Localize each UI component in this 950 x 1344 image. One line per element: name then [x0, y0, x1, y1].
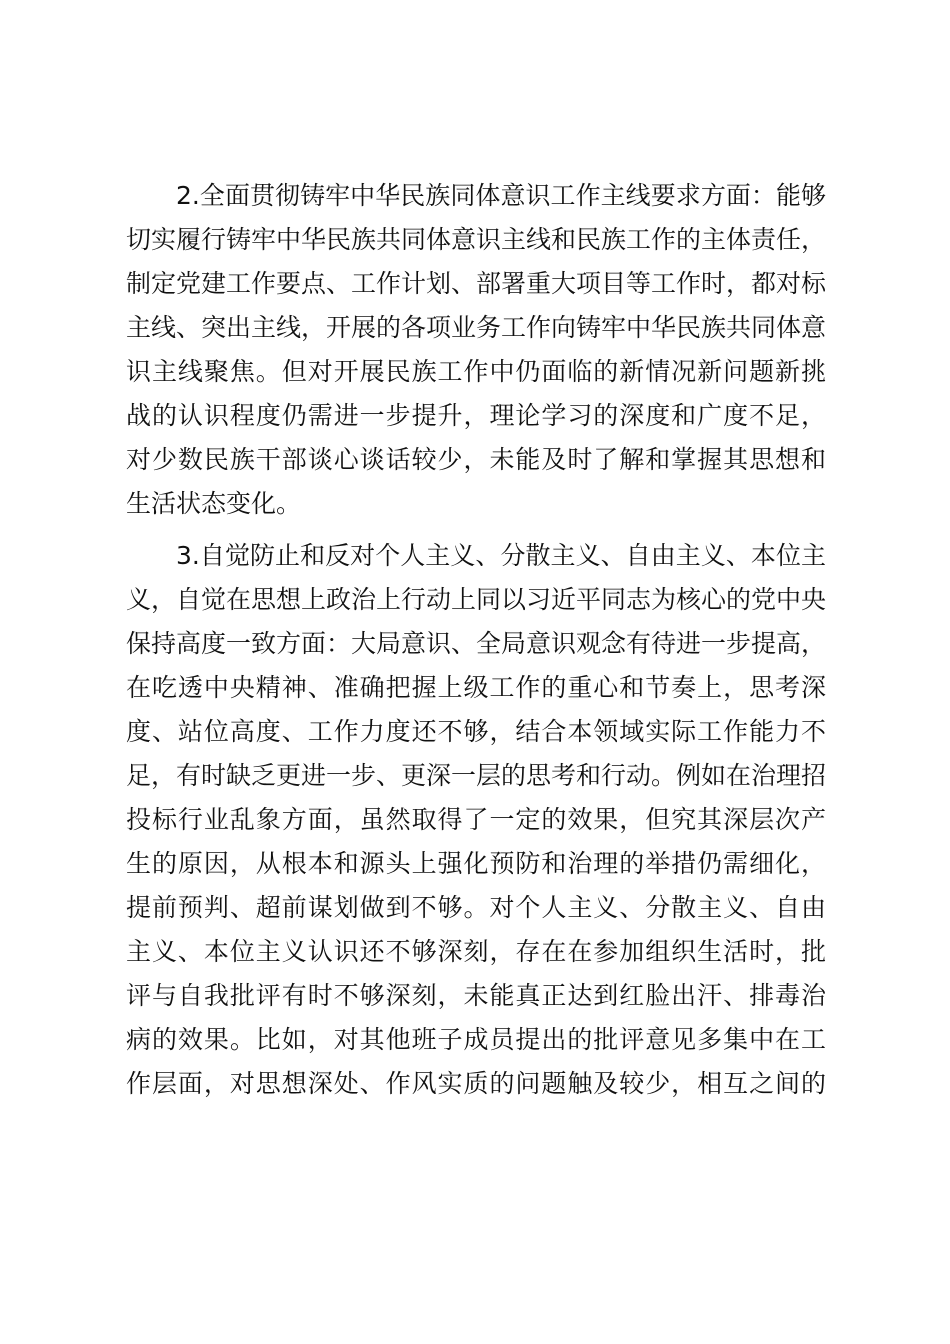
paragraph-3-line-7: 投标行业乱象方面，虽然取得了一定的效果，但究其深层次产 — [126, 805, 826, 834]
paragraph-3-line-8: 生的原因，从根本和源头上强化预防和治理的举措仍需细化， — [126, 849, 826, 878]
paragraph-2-line-8: 生活状态变化。 — [126, 489, 302, 518]
paragraph-2-line-3: 制定党建工作要点、工作计划、部署重大项目等工作时，都对标 — [126, 269, 827, 298]
paragraph-2-line-2: 切实履行铸牢中华民族共同体意识主线和民族工作的主体责任， — [126, 225, 827, 254]
paragraph-2-line-4: 主线、突出主线，开展的各项业务工作向铸牢中华民族共同体意 — [126, 313, 827, 342]
paragraph-3-line-1: 3.自觉防止和反对个人主义、分散主义、自由主义、本位主 — [176, 541, 826, 570]
paragraph-3-line-6: 足，有时缺乏更进一步、更深一层的思考和行动。例如在治理招 — [126, 761, 827, 790]
paragraph-2-line-6: 战的认识程度仍需进一步提升，理论学习的深度和广度不足， — [126, 401, 826, 430]
paragraph-2-line-1: 2.全面贯彻铸牢中华民族同体意识工作主线要求方面：能够 — [176, 181, 826, 210]
paragraph-2-line-7: 对少数民族干部谈心谈话较少，未能及时了解和掌握其思想和 — [126, 445, 826, 474]
paragraph-3-line-9: 提前预判、超前谋划做到不够。对个人主义、分散主义、自由 — [126, 893, 826, 922]
paragraph-3-line-13: 作层面，对思想深处、作风实质的问题触及较少，相互之间的 — [126, 1069, 826, 1098]
paragraph-3-line-4: 在吃透中央精神、准确把握上级工作的重心和节奏上，思考深 — [126, 673, 826, 702]
paragraph-3-line-10: 主义、本位主义认识还不够深刻，存在在参加组织生活时，批 — [126, 937, 826, 966]
paragraph-3-line-11: 评与自我批评有时不够深刻，未能真正达到红脸出汗、排毒治 — [126, 981, 826, 1010]
paragraph-2-line-5: 识主线聚焦。但对开展民族工作中仍面临的新情况新问题新挑 — [126, 357, 826, 386]
paragraph-3-line-12: 病的效果。比如，对其他班子成员提出的批评意见多集中在工 — [126, 1025, 826, 1054]
paragraph-3-line-5: 度、站位高度、工作力度还不够，结合本领域实际工作能力不 — [126, 717, 826, 746]
paragraph-3-line-3: 保持高度一致方面：大局意识、全局意识观念有待进一步提高， — [126, 629, 827, 658]
paragraph-3-line-2: 义，自觉在思想上政治上行动上同以习近平同志为核心的党中央 — [126, 585, 827, 614]
